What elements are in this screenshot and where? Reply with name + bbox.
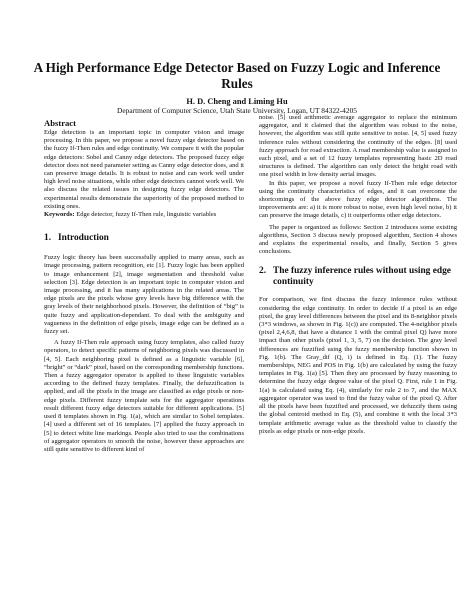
right-column [259,114,457,436]
paper-affiliation: Department of Computer Science, Utah State University, Logan, UT 84322-4205 [117,106,357,115]
intro-paragraph-1: Fuzzy logic theory has been successfully applied to many areas, such as image processing, pattern recognition, etc [1]. Fuzzy logic has been applied to image enhancement [2], image segmentation and threshold value selection [3]. Edge detection is an important topic in computer vision and image processing, and it has many applications in the related areas. The edge pixels are the pixels whose grey levels have big difference with the gray levels of their neighborhood pixels. However, the definition of “big” is quite fuzzy and application-dependant. To deal with the ambiguity and vagueness in the definition of edge pixels, image edge can be defined as a fuzzy set. [44,254,244,336]
keywords-label: Keywords: [44,211,75,219]
left-column [44,118,244,454]
intro-paragraph-3: noise. [5] used arithmetic average aggregator to replace the minimum aggregator, and it claimed that the algorithm was robust to the noise, however, the algorithm was still quite sensitive to noise. [4, 5] used fuzzy inference rules without considering the continuity of the edges. [8] used fuzzy approach for road extraction. A road membership value is assigned to each pixel, and a set of 12 fuzzy templates representing basic 2D road structures is defined. The algorithm can only detect the bright road with one pixel width in low density aerial images. [259,114,457,179]
section-2-paragraph-1: For comparison, we first discuss the fuzzy inference rules without considering the edge continuity. In order to decide if a pixel is an edge pixel, the gray level differences between the pixel and its 8-neighbor pixels (3*3 windows, as shown in Fig. 1(c)) are computed. The 4-neighbor pixels (pixel 2,4,6,8, that have a distance 1 with the central pixel Q) have more impact than other pixels (pixel 1, 3, 5, 7) on the decision. The gray level differences are fuzzified using the fuzzy membership function shown in Fig. 1(b). The Gray_dif (Q, i) is defined in Eq. (1). The fuzzy memberships, NEG and POS in Fig. 1(b) are calculated by using the fuzzy templates in Fig. 1(a) [5]. Then they are processed by fuzzy reasoning to determine the fuzzy edge degree value of the pixel Q. First, rule 1 in Fig. 1(a) is calculated using Eq. (4), similarly for rule 2 to 7, and the MAX aggregator operator was used to find the fuzzy value of the pixel Q. After all the pixels have been fuzzified and processed, we defuzzify them using the global centroid method in Eq. (5), and combine it with the local 3*3 template arithmetic average value as the threshold value to classify the pixels as edge pixels or non-edge pixels. [259,296,457,435]
intro-paragraph-4: In this paper, we propose a novel fuzzy If-Then rule edge detector using the continuity characteristics of edges, and it can overcome the shortcomings of the above fuzzy edge detector algorithms. The improvements are: a) it is more robust to noise, even high level noise, b) it can preserve the image details, c) it outperforms other edge detectors. [259,179,457,220]
paper-authors: H. D. Cheng and Liming Hu [186,97,288,106]
keywords-text: Edge detector, fuzzy If-Then rule, linguistic variables [74,211,217,219]
intro-paragraph-5: The paper is organized as follows: Section 2 introduces some existing algorithms, Section 3 discuss newly proposed algorithm, Section 4 shows and explains the experimental results, and finally, Section 5 gives conclusions. [259,223,457,256]
section-1-heading [44,233,244,244]
paper-title: A High Performance Edge Detector Based on Fuzzy Logic and Inference Rules [33,60,441,91]
keywords-line [44,211,244,219]
section-1-title: Introduction [58,233,109,244]
section-2-title: The fuzzy inference rules without using edge continuity [273,266,451,288]
intro-paragraph-2: A fuzzy If-Then rule approach using fuzzy templates, also called fuzzy operators, to detect specific patterns of neighboring pixels was discussed in [4, 5]. Each neighboring pixel is defined as a linguistic variable [6], “bright” or “dark” pixel, based on the corresponding membership functions. Then a fuzzy aggregator operator is applied to these linguistic variables according to the defined fuzzy templates. Finally, the defuzzification is applied, and all the pixels in the image are classified as edge pixels or non-edge pixels. Different fuzzy template sets for the aggregator operations result different fuzzy edge detectors suitable for different applications. [5] used 8 templates shown in Fig. 1(a), which are similar to Sobel templates. [4] used a different set of 16 templates. [7] applied the fuzzy approach in [5] to detect white line markings. People also tried to use the combinations of aggregator operators to smooth the noise, however these approaches are still quite sensitive to different kind of [44,339,244,453]
section-1-number: 1. [44,233,52,244]
abstract-text: Edge detection is an important topic in computer vision and image processing. In this paper, we propose a novel fuzzy edge detector based on the fuzzy If-Then rules and edge continuity. We compare it with the popular edge detectors: Sobel and Canny edge detectors. The proposed fuzzy edge detector does not need parameter setting as Canny edge detector does, and it can preserve image details. It is robust to noise and can work well under high level noise situations, while other edge detectors cannot work well. We also discuss the related issues in designing fuzzy edge detectors. The experimental results demonstrate the superiority of the proposed method to existing ones. [44,129,244,210]
section-2-number: 2. [259,266,267,277]
section-2-heading [259,266,457,288]
abstract-heading: Abstract [44,118,76,128]
